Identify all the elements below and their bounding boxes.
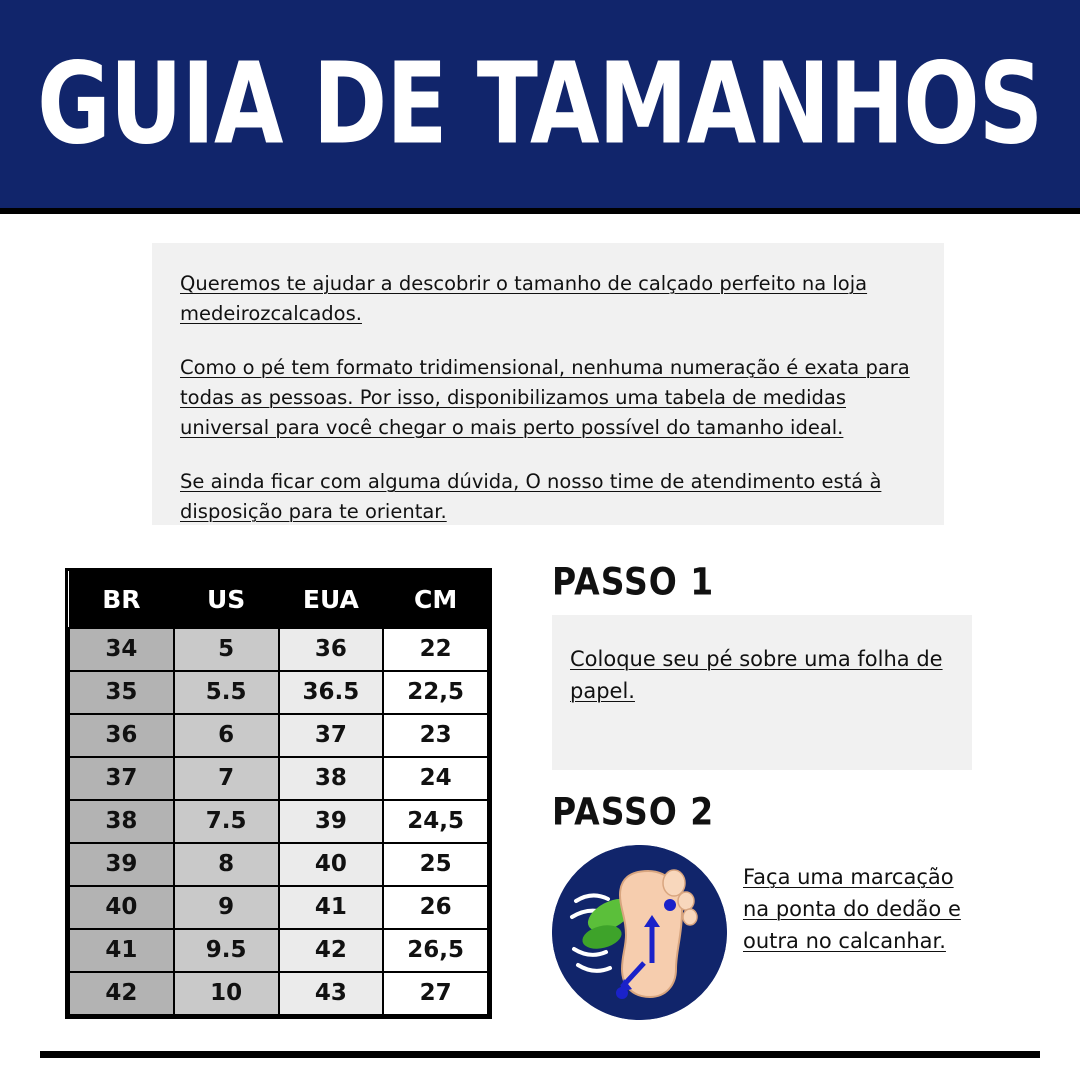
table-row [69, 628, 488, 671]
foot-measure-icon [552, 845, 727, 1020]
table-cell: 26,5 [383, 929, 488, 972]
table-cell: 36.5 [279, 671, 384, 714]
table-cell: 37 [279, 714, 384, 757]
table-cell: 40 [69, 886, 174, 929]
intro-paragraph-3: Se ainda ficar com alguma dúvida, O nosso time de atendimento está à disposição para te orientar. [180, 470, 882, 523]
page-title: GUIA DE TAMANHOS [37, 37, 1043, 170]
table-cell: 8 [174, 843, 279, 886]
table-cell: 27 [383, 972, 488, 1015]
table-row [69, 972, 488, 1015]
table-cell: 41 [69, 929, 174, 972]
table-cell: 42 [69, 972, 174, 1015]
table-cell: 5.5 [174, 671, 279, 714]
intro-box [152, 243, 944, 525]
column-header-us: US [174, 572, 279, 628]
table-cell: 7 [174, 757, 279, 800]
table-cell: 41 [279, 886, 384, 929]
steps-column [552, 559, 972, 1020]
table-cell: 36 [279, 628, 384, 671]
table-cell: 25 [383, 843, 488, 886]
step-2-title: PASSO 2 [552, 789, 715, 834]
table-cell: 9.5 [174, 929, 279, 972]
table-row [69, 886, 488, 929]
step-2-text: Faça uma marcação na ponta do dedão e outra no calcanhar. [743, 865, 961, 953]
table-row [69, 714, 488, 757]
step-2-body [552, 845, 972, 1020]
table-row [69, 843, 488, 886]
table-cell: 36 [69, 714, 174, 757]
table-row [69, 757, 488, 800]
step-1-text: Coloque seu pé sobre uma folha de papel. [570, 647, 943, 703]
table-cell: 22,5 [383, 671, 488, 714]
column-header-cm: CM [383, 572, 488, 628]
step-1-box [552, 615, 972, 770]
table-cell: 37 [69, 757, 174, 800]
table-cell: 38 [279, 757, 384, 800]
table-row [69, 929, 488, 972]
table-header-row [69, 572, 488, 628]
table-cell: 39 [69, 843, 174, 886]
intro-paragraph-2: Como o pé tem formato tridimensional, nenhuma numeração é exata para todas as pessoas. Por isso, disponibilizamos uma tabela de medidas universal para você chegar o mais perto possível do tamanho ideal. [180, 356, 910, 439]
table-cell: 24,5 [383, 800, 488, 843]
header-divider [0, 208, 1080, 214]
table-row [69, 800, 488, 843]
table-cell: 6 [174, 714, 279, 757]
table-cell: 9 [174, 886, 279, 929]
table-cell: 39 [279, 800, 384, 843]
table-cell: 26 [383, 886, 488, 929]
step-1-title: PASSO 1 [552, 559, 715, 604]
step-2-text-wrap [743, 861, 972, 957]
size-table [65, 568, 492, 1019]
table-cell: 42 [279, 929, 384, 972]
column-header-br: BR [69, 572, 174, 628]
intro-paragraph-1: Queremos te ajudar a descobrir o tamanho de calçado perfeito na loja medeirozcalcados. [180, 272, 868, 325]
footer-divider [40, 1051, 1040, 1058]
table-cell: 40 [279, 843, 384, 886]
table-cell: 10 [174, 972, 279, 1015]
column-header-eua: EUA [279, 572, 384, 628]
table-cell: 7.5 [174, 800, 279, 843]
table-cell: 43 [279, 972, 384, 1015]
table-cell: 24 [383, 757, 488, 800]
table-row [69, 671, 488, 714]
table-cell: 22 [383, 628, 488, 671]
table-cell: 34 [69, 628, 174, 671]
table-cell: 5 [174, 628, 279, 671]
header-band [0, 0, 1080, 208]
table-cell: 23 [383, 714, 488, 757]
table-cell: 38 [69, 800, 174, 843]
table-cell: 35 [69, 671, 174, 714]
